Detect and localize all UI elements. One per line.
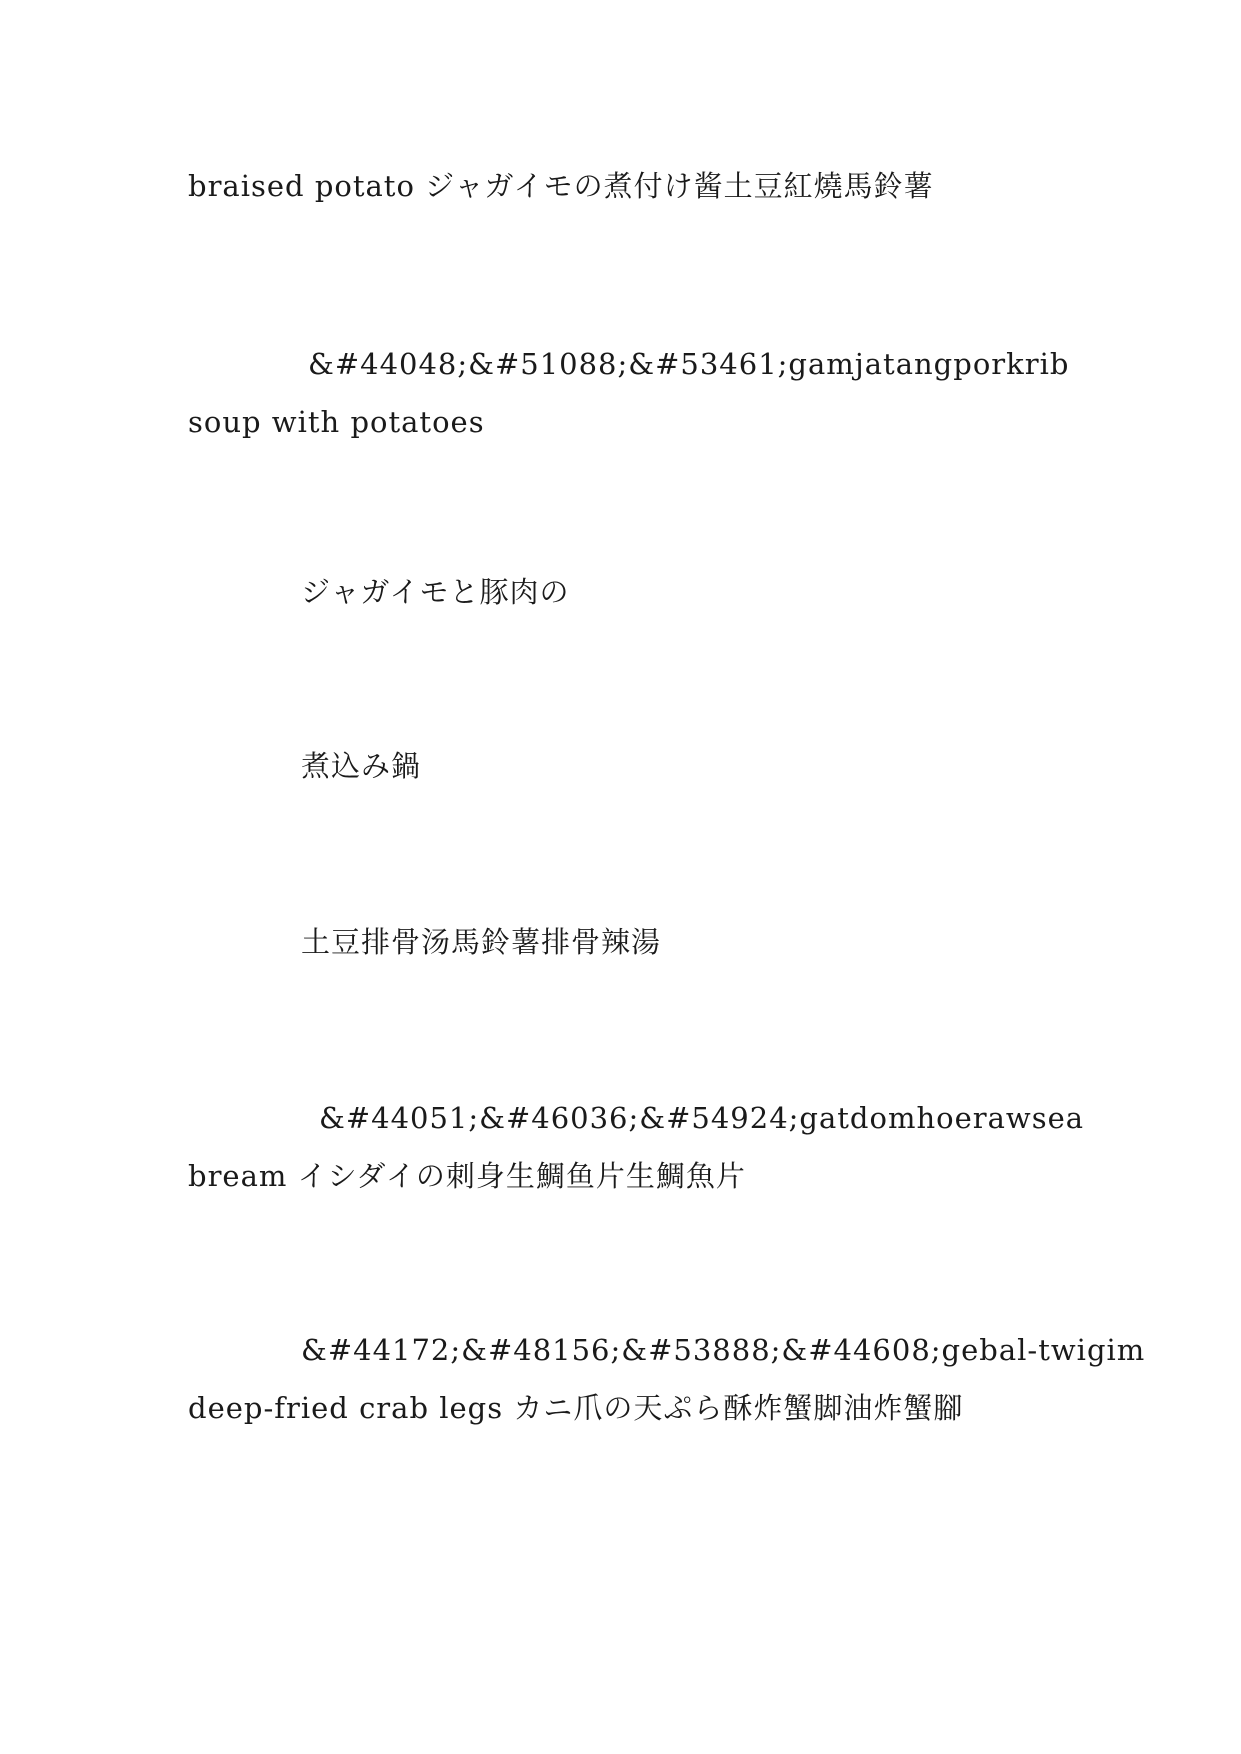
word: &#44172;&#48156;&#53888;&#44608; [301, 1333, 942, 1367]
text-line: 煮込み鍋 [301, 749, 422, 783]
text-line-justified [301, 1333, 1146, 1367]
text-line-justified [319, 1101, 1085, 1135]
word: gamjatang [788, 347, 954, 381]
text-line: bream イシダイの刺身生鯛鱼片生鯛魚片 [188, 1159, 746, 1193]
word: gebal-twigim [941, 1333, 1146, 1367]
text-line: ジャガイモと豚肉の [301, 575, 570, 609]
word: pork [953, 347, 1025, 381]
word: raw [972, 1101, 1032, 1135]
text-line: soup with potatoes [188, 405, 485, 439]
text-line: deep-fried crab legs カニ爪の天ぷら酥炸蟹脚油炸蟹腳 [188, 1391, 964, 1425]
text-line: braised potato ジャガイモの煮付け酱土豆紅燒馬鈴薯 [188, 169, 934, 203]
word: sea [1031, 1101, 1085, 1135]
word: &#44051;&#46036;&#54924; [319, 1101, 800, 1135]
word: rib [1024, 347, 1070, 381]
word: &#44048;&#51088;&#53461; [308, 347, 789, 381]
word: gatdomhoe [799, 1101, 973, 1135]
text-line-justified [308, 347, 1070, 381]
text-line: 土豆排骨汤馬鈴薯排骨辣湯 [301, 925, 662, 959]
